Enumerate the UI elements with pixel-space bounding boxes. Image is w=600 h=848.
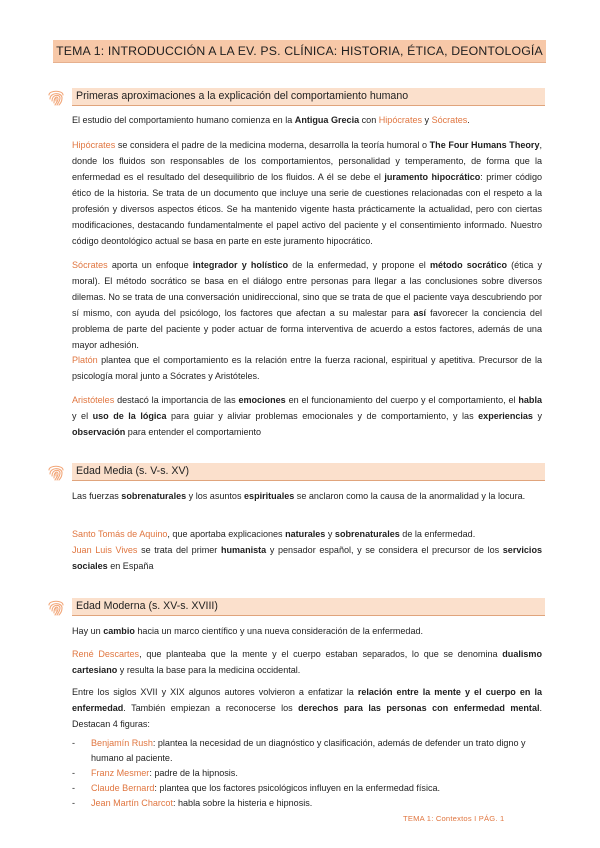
section-header-edad-media (72, 463, 545, 481)
paragraph-intro: El estudio del comportamiento humano comienza en la Antigua Grecia con Hipócrates y Sócrates. (72, 115, 470, 125)
header-banner (53, 40, 546, 63)
paragraph-santo-tomas: Santo Tomás de Aquino, que aportaba explicaciones naturales y sobrenaturales de la enfermedad. (72, 529, 476, 539)
section-header-edad-moderna (72, 598, 545, 616)
section-title: Edad Moderna (s. XV-s. XVIII) (76, 600, 218, 612)
document-title: TEMA 1: INTRODUCCIÓN A LA EV. PS. CLÍNICA: HISTORIA, ÉTICA, DEONTOLOGÍA (56, 44, 543, 58)
paragraph-descartes: René Descartes, que planteaba que la mente y el cuerpo estaban separados, lo que se denomina dualismo cartesiano y resulta la base para la medicina occidental. (72, 649, 542, 675)
paragraph-platon: Platón plantea que el comportamiento es la relación entre la fuerza racional, espiritual y apetitiva. Precursor de la psicología moral junto a Sócrates y Aristóteles. (72, 355, 542, 381)
fingerprint-icon (46, 86, 66, 108)
section-header-primeras (72, 88, 545, 106)
paragraph-vives: Juan Luis Vives se trata del primer humanista y pensador español, y se considera el precursor de los servicios sociales en España (72, 545, 542, 571)
paragraph-fuerzas: Las fuerzas sobrenaturales y los asuntos espirituales se anclaron como la causa de la anormalidad y la locura. (72, 491, 526, 501)
section-title: Edad Media (s. V-s. XV) (76, 465, 190, 477)
section-title: Primeras aproximaciones a la explicación del comportamiento humano (76, 90, 409, 102)
paragraph-cambio: Hay un cambio hacia un marco científico y una nueva consideración de la enfermedad. (72, 626, 424, 636)
fingerprint-icon (46, 461, 66, 483)
paragraph-aristoteles: Aristóteles destacó la importancia de las emociones en el funcionamiento del cuerpo y el comportamiento, el habla y el uso de la lógica para guiar y aliviar problemas emocionales y de comportamiento, y las experiencias y observación para entender el comportamiento (72, 395, 543, 437)
page-footer: TEMA 1: Contextos I PÁG. 1 (403, 814, 505, 823)
paragraph-socrates: Sócrates aporta un enfoque integrador y holístico de la enfermedad, y propone el método socrático (ética y moral). El método socrático se basa en el diálogo entre personas para llegar a las conclusiones sobre diversos dilemas. No se trata de una conversación unidireccional, sino que se trata de que el paciente vaya descubriendo por sí mismo, con ayuda del psicólogo, los factores que afectan a su malestar para así favorecer la conciencia del problema de parte del paciente y poder actuar de forma interventiva de acuerdo a estos factores, además de una mayor adhesión. (72, 260, 542, 350)
fingerprint-icon (46, 596, 66, 618)
paragraph-hipocrates: Hipócrates se considera el padre de la medicina moderna, desarrolla la teoría humoral o The Four Humans Theory, donde los fluidos son responsables de los comportamientos, personalidad y temperamento, de forma que la enfermedad es el resultado del desequilibrio de los fluidos. A él se debe el juramento hipocrático: primer código ético de la historia. Se trata de un documento que incluye una serie de cuestiones relacionadas con el respeto a la profesión y diversos aspectos éticos. Se ha mantenido vigente hasta prácticamente la actualidad, pero con ciertas modificaciones, destacando fundamentalmente el papel activo del paciente y el consentimiento informado. Nuestro código deontológico actual se basa en parte en este juramento hipocrático. (72, 140, 543, 246)
paragraph-siglos: Entre los siglos XVII y XIX algunos autores volvieron a enfatizar la relación entre la mente y el cuerpo en la enfermedad. También empiezan a reconocerse los derechos para las personas con enfermedad mental. Destacan 4 figuras: (72, 687, 543, 729)
